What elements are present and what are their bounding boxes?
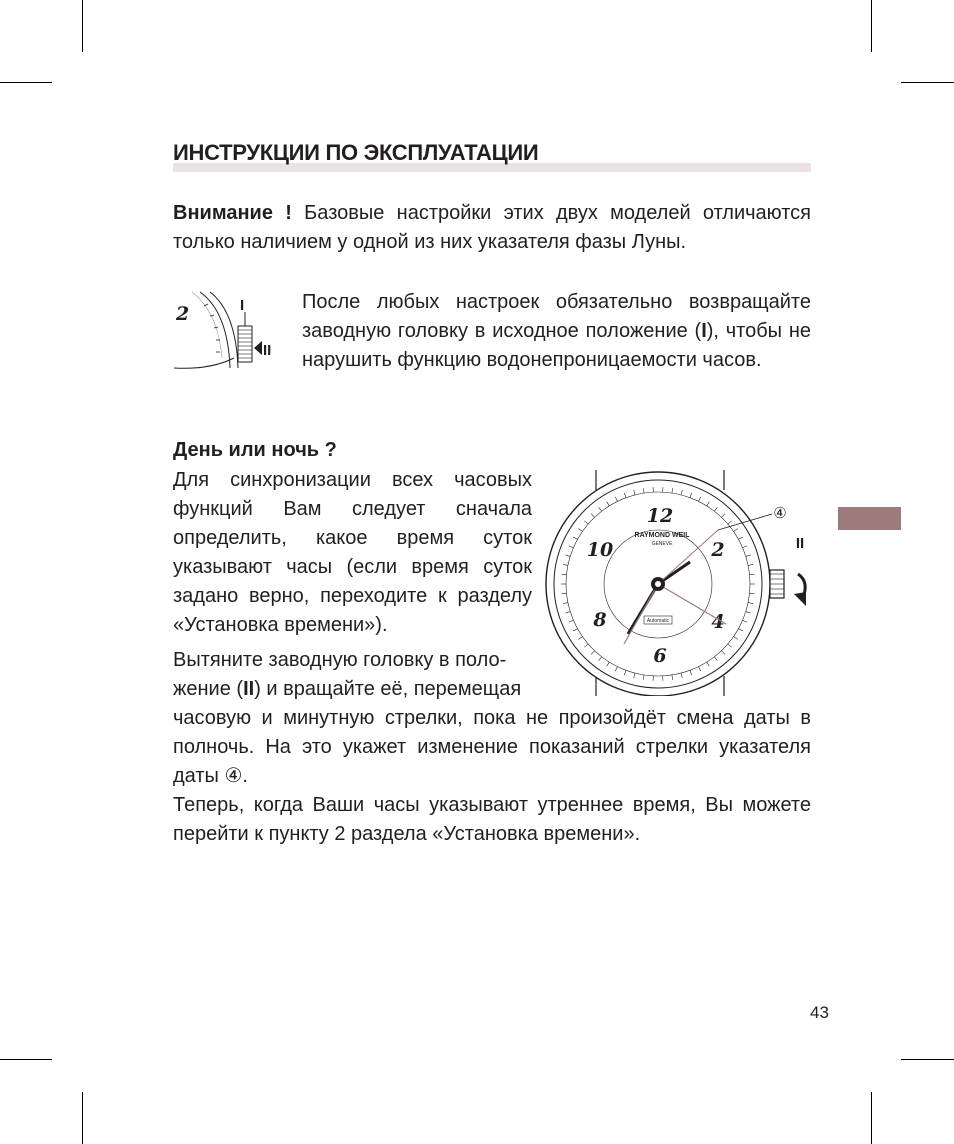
watch-numeral-2: 2	[711, 539, 725, 561]
crop-mark	[82, 0, 83, 52]
watch-numeral-6: 6	[653, 645, 667, 667]
day-night-paragraph: Для синхронизации всех часовых функций Вам следует сначала определить, какое время суток указывают часы (если время суток задано верно, переходите к разделу «Установка времени»).	[173, 469, 532, 636]
watch-numeral-10: 10	[586, 539, 614, 561]
watch-callout: ④	[773, 504, 787, 522]
crown-position-one-label: I	[240, 297, 245, 314]
crop-mark	[0, 82, 52, 83]
crown-note-paragraph	[302, 288, 811, 375]
watch-numeral-4: 4	[711, 611, 725, 633]
crop-mark	[901, 1059, 954, 1060]
crown-instruction-text-after: ) и вращайте её, перемещая	[254, 678, 522, 700]
warning-paragraph	[173, 199, 811, 257]
crown-instruction-position: II	[243, 678, 255, 700]
watch-model-label: Automatic	[646, 618, 670, 624]
watch-city: GENEVE	[651, 541, 673, 547]
crown-instruction-line-1: Вытяните заводную головку в поло-	[173, 649, 507, 671]
crown-position-two-label: II	[263, 342, 272, 359]
warning-text: Базовые настройки этих двух моделей отличаются только наличием у одной из них указателя фазы Луны.	[173, 202, 811, 253]
watch-crown-position: II	[795, 535, 805, 552]
crop-mark	[82, 1092, 83, 1144]
crop-mark	[901, 82, 954, 83]
page-title: ИНСТРУКЦИИ ПО ЭКСПЛУАТАЦИИ	[173, 140, 539, 165]
crop-mark	[871, 1092, 872, 1144]
watch-numeral-12: 12	[646, 505, 674, 527]
crown-diagram-numeral: 2	[176, 303, 190, 325]
crop-mark	[871, 0, 872, 52]
warning-label: Внимание !	[173, 202, 292, 224]
watch-brand: RAYMOND WEIL	[634, 532, 690, 539]
watch-numeral-8: 8	[593, 609, 607, 631]
crown-instruction-continued: часовую и минутную стрелки, пока не произойдёт смена даты в полночь. На это укажет изменение показаний стрелки указателя даты ④.	[173, 707, 811, 787]
crown-note-text-before: После любых настроек обязательно возвращайте заводную головку в исходное положение (	[302, 291, 811, 342]
section-tab-marker	[838, 507, 901, 530]
page-number: 43	[810, 1003, 829, 1022]
section-heading: День или ночь ?	[173, 439, 337, 461]
crown-note-text-after: ), чтобы не нарушить функцию водонепроницаемости часов.	[302, 320, 812, 371]
crown-diagram	[170, 288, 282, 374]
crown-instruction-text-before: жение (	[173, 678, 244, 700]
crown-instruction-line-2	[173, 675, 532, 704]
crown-note-position: I	[701, 320, 707, 342]
watch-illustration	[540, 470, 820, 696]
crop-mark	[0, 1059, 52, 1060]
morning-paragraph: Теперь, когда Ваши часы указывают утреннее время, Вы можете перейти к пункту 2 раздела «Установка времени».	[173, 794, 811, 845]
